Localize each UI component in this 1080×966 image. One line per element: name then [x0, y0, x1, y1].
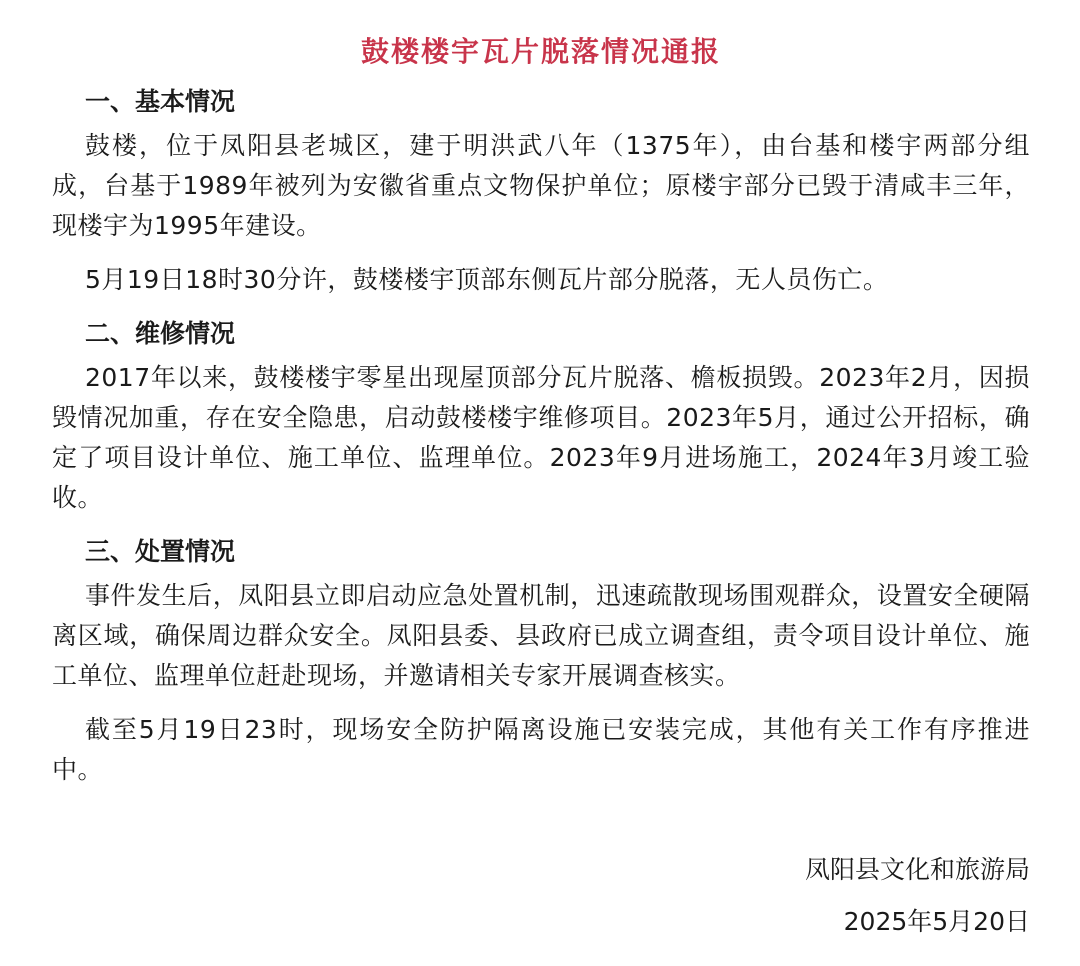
section-heading-repair: 二、维修情况 — [85, 319, 236, 348]
section-heading-basic: 一、基本情况 — [85, 87, 236, 116]
issue-date: 2025年5月20日 — [843, 907, 1030, 936]
paragraph: 事件发生后，凤阳县立即启动应急处置机制，迅速疏散现场围观群众，设置安全硬隔离区域，确保周边群众安全。凤阳县委、县政府已成立调查组，责令项目设计单位、施工单位、监理单位赶赴现场，并邀请相关专家开展调查核实。 — [52, 581, 1030, 690]
paragraph: 5月19日18时30分许，鼓楼楼宇顶部东侧瓦片部分脱落，无人员伤亡。 — [85, 265, 889, 294]
section-heading-disposal: 三、处置情况 — [85, 537, 236, 566]
paragraph: 鼓楼，位于凤阳县老城区，建于明洪武八年（1375年），由台基和楼宇两部分组成，台基于1989年被列为安徽省重点文物保护单位；原楼宇部分已毁于清咸丰三年，现楼宇为1995年建设。 — [52, 131, 1030, 240]
document-title: 鼓楼楼宇瓦片脱落情况通报 — [360, 35, 721, 68]
paragraph: 2017年以来，鼓楼楼宇零星出现屋顶部分瓦片脱落、檐板损毁。2023年2月，因损毁情况加重，存在安全隐患，启动鼓楼楼宇维修项目。2023年5月，通过公开招标，确定了项目设计单位、施工单位、监理单位。2023年9月进场施工，2024年3月竣工验收。 — [52, 363, 1030, 512]
issuer-signature: 凤阳县文化和旅游局 — [804, 855, 1030, 884]
paragraph: 截至5月19日23时，现场安全防护隔离设施已安装完成，其他有关工作有序推进中。 — [52, 715, 1030, 784]
